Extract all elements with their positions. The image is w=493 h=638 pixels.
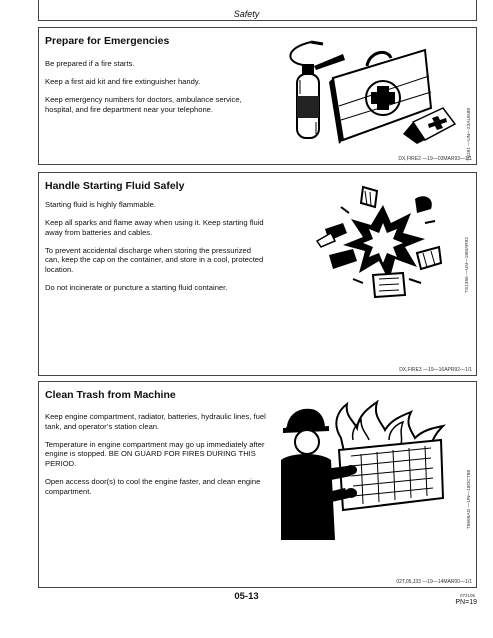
panel-title: Clean Trash from Machine (45, 389, 176, 401)
footer-pn: PN=19 (455, 599, 477, 606)
panel-clean-trash (38, 381, 477, 588)
paragraph: Keep a first aid kit and fire extinguisher handy. (45, 77, 201, 87)
paragraph: Starting fluid is highly flammable. (45, 200, 157, 209)
reference-code: 02T,05,J33 —19—14MAR00—1/1 (396, 579, 472, 585)
reference-code: DX,FIRE3 —19—16APR92—1/1 (399, 367, 472, 373)
paragraph: Keep engine compartment, radiator, batteries, hydraulic lines, fuel tank, and operator’s station clean. (45, 412, 266, 431)
paragraph: Open access door(s) to cool the engine faster, and clean engine compartment. (45, 476, 261, 496)
panel-body (45, 200, 267, 301)
panel-title: Handle Starting Fluid Safely (45, 180, 185, 192)
paragraph: Be prepared if a fire starts. (45, 59, 135, 68)
paragraph: Temperature in engine compartment may go up immediately after engine is stopped. BE ON GUARD FOR FIRES DURING THIS PERIOD. (45, 439, 265, 468)
engine-fire-illustration (281, 400, 461, 540)
figure-id: T6669AG —UN—18OCT88 (467, 470, 472, 530)
paragraph: Do not incinerate or puncture a starting fluid container. (45, 283, 228, 293)
figure-id: TS291 —UN—23AUG88 (467, 108, 472, 162)
panel-handle-starting-fluid (38, 172, 477, 376)
starting-fluid-explosion-illustration (313, 183, 453, 299)
panel-title: Prepare for Emergencies (45, 35, 170, 47)
paragraph: To prevent accidental discharge when storing the pressurized can, keep the cap on the container, and store in a cool, protected location. (45, 245, 264, 274)
paragraph: Keep all sparks and flame away when using it. Keep starting fluid away from batteries and cables. (45, 218, 264, 237)
panel-body (45, 412, 267, 505)
paragraph: Keep emergency numbers for doctors, ambulance service, hospital, and fire department near your telephone. (45, 95, 242, 114)
fire-extinguisher-first-aid-illustration (283, 36, 458, 148)
reference-code: DX,FIRE2 —19—03MAR93—1/1 (398, 156, 472, 162)
page-number: 05-13 (234, 591, 259, 602)
panel-body (45, 59, 267, 123)
figure-id: TS1356 —UN—18MAR92 (465, 237, 470, 293)
section-header: Safety (233, 9, 260, 19)
panel-prepare-for-emergencies (38, 27, 477, 165)
footer-date-code: 072105 (459, 593, 475, 598)
